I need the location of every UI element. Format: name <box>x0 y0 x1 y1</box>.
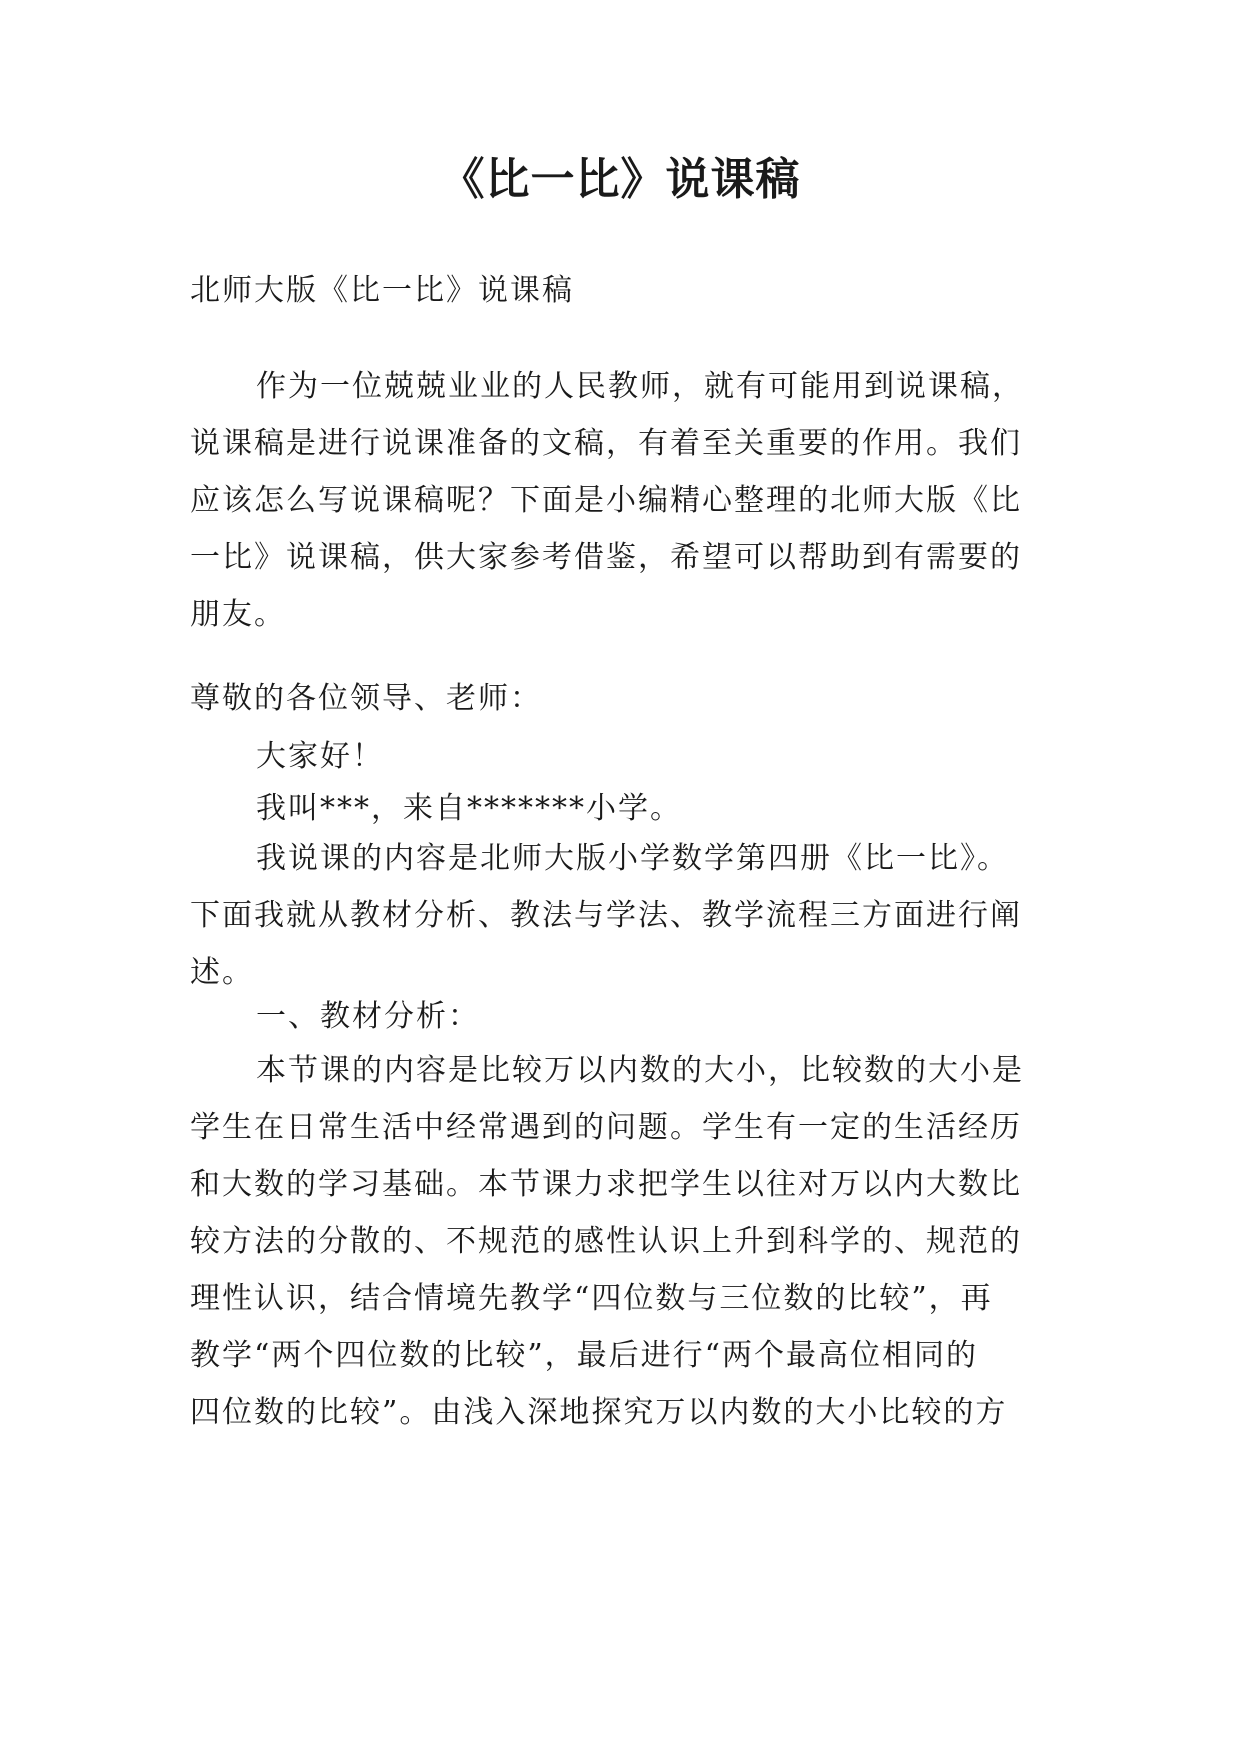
section-line: 四位数的比较”。由浅入深地探究万以内数的大小比较的方 <box>190 1395 1008 1430</box>
intro-line: 朋友。 <box>190 597 286 632</box>
intro-line: 一比》说课稿，供大家参考借鉴，希望可以帮助到有需要的 <box>190 540 1022 575</box>
section-line: 教学“两个四位数的比较”，最后进行“两个最高位相同的 <box>190 1338 979 1373</box>
intro-line: 作为一位兢兢业业的人民教师，就有可能用到说课稿， <box>256 369 1024 404</box>
content-line: 述。 <box>190 955 254 990</box>
self-intro: 我叫***，来自*******小学。 <box>256 791 682 826</box>
section-line: 较方法的分散的、不规范的感性认识上升到科学的、规范的 <box>190 1224 1022 1259</box>
content-line: 下面我就从教材分析、教法与学法、教学流程三方面进行阐 <box>190 898 1022 933</box>
intro-line: 说课稿是进行说课准备的文稿，有着至关重要的作用。我们 <box>190 426 1022 461</box>
section-line: 理性认识，结合情境先教学“四位数与三位数的比较”，再 <box>190 1281 993 1316</box>
intro-paragraph <box>190 358 1070 643</box>
content-line: 我说课的内容是北师大版小学数学第四册《比一比》。 <box>256 841 1009 876</box>
document-subtitle: 北师大版《比一比》说课稿 <box>190 273 574 308</box>
greeting: 大家好！ <box>256 739 384 774</box>
document-title: 《比一比》说课稿 <box>440 154 801 205</box>
section-line: 本节课的内容是比较万以内数的大小，比较数的大小是 <box>256 1053 1024 1088</box>
section-paragraph <box>190 1042 1070 1441</box>
content-paragraph <box>190 830 1070 1001</box>
section-heading: 一、教材分析： <box>256 999 480 1034</box>
intro-line: 应该怎么写说课稿呢？下面是小编精心整理的北师大版《比 <box>190 483 1022 518</box>
section-line: 学生在日常生活中经常遇到的问题。学生有一定的生活经历 <box>190 1110 1022 1145</box>
salutation: 尊敬的各位领导、老师： <box>190 681 542 716</box>
section-line: 和大数的学习基础。本节课力求把学生以往对万以内大数比 <box>190 1167 1022 1202</box>
